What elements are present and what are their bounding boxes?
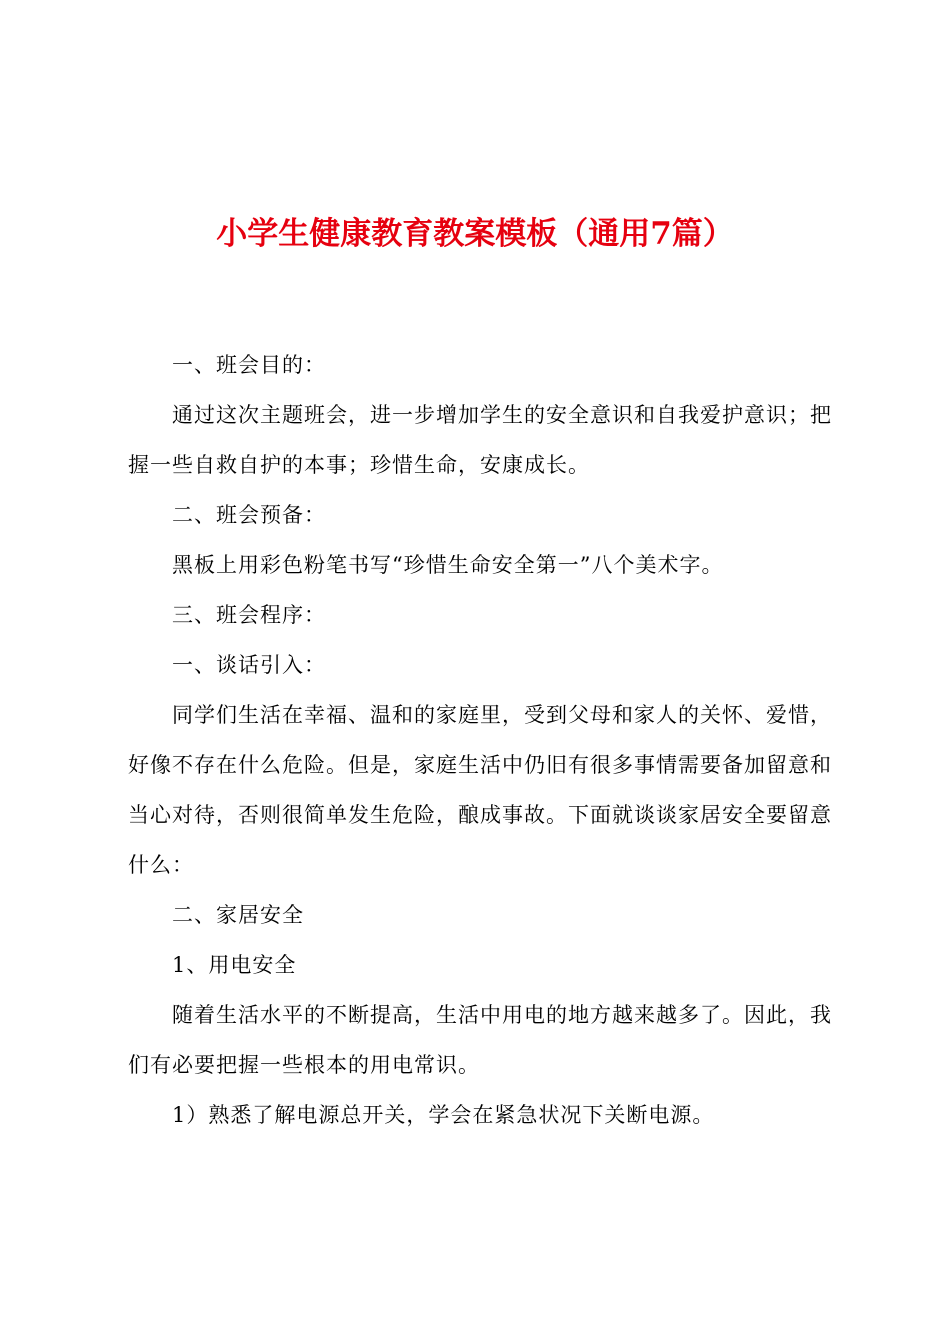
paragraph-purpose: 通过这次主题班会，进一步增加学生的安全意识和自我爱护意识；把握一些自救自护的本事；珍惜生命，安康成长。 (128, 403, 832, 477)
document-title: 小学生健康教育教案模板（通用7篇） (216, 216, 734, 252)
subheading-introduction: 一、谈话引入： (172, 653, 326, 677)
document-body (128, 340, 832, 1140)
paragraph-preparation: 黑板上用彩色粉笔书写“珍惜生命安全第一”八个美术字。 (172, 553, 724, 577)
paragraph-electrical-safety: 随着生活水平的不断提高，生活中用电的地方越来越多了。因此，我们有必要把握一些根本的用电常识。 (128, 1003, 832, 1077)
section-heading-procedure: 三、班会程序： (172, 603, 326, 627)
section-heading-purpose: 一、班会目的： (172, 353, 326, 377)
subheading-electrical-safety: 1、用电安全 (172, 953, 297, 977)
subheading-home-safety: 二、家居安全 (172, 903, 304, 927)
section-heading-preparation: 二、班会预备： (172, 503, 326, 527)
paragraph-introduction: 同学们生活在幸福、温和的家庭里，受到父母和家人的关怀、爱惜，好像不存在什么危险。但是，家庭生活中仍旧有很多事情需要备加留意和当心对待，否则很简单发生危险，酿成事故。下面就谈谈家居安全要留意什么： (128, 703, 832, 877)
list-item-power-switch: 1）熟悉了解电源总开关，学会在紧急状况下关断电源。 (172, 1103, 715, 1127)
